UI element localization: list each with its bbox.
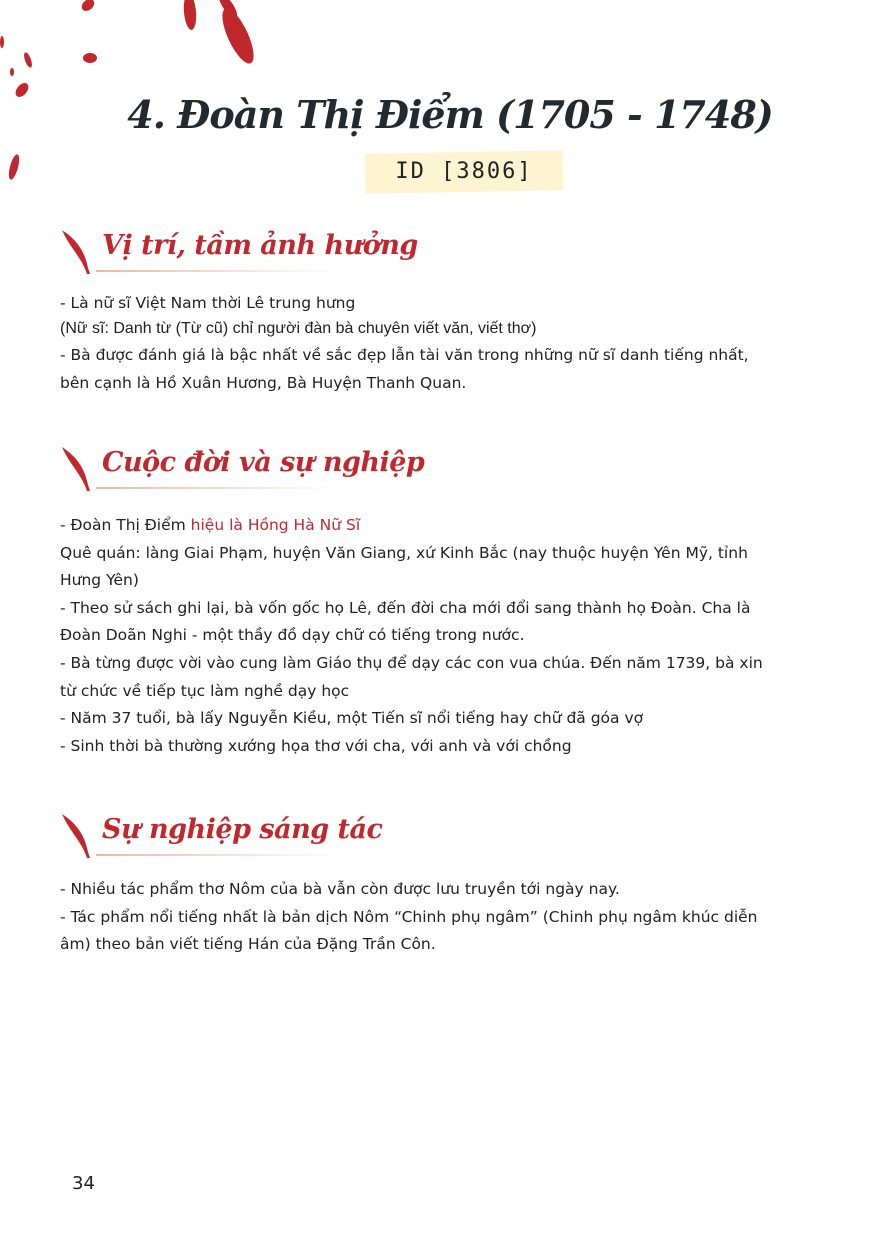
heading-underline — [96, 487, 336, 489]
section-life-career — [60, 445, 820, 760]
text-line: - Sinh thời bà thường xướng họa thơ với cha, với anh và với chồng — [60, 736, 572, 755]
text-line: bên cạnh là Hồ Xuân Hương, Bà Huyện Thanh Quan. — [60, 373, 467, 392]
section-heading: Cuộc đời và sự nghiệp — [102, 447, 425, 478]
text-line — [60, 512, 820, 540]
text-line: từ chức về tiếp tục làm nghề dạy học — [60, 681, 350, 700]
text-line: - Là nữ sĩ Việt Nam thời Lê trung hưng — [60, 294, 356, 312]
quill-icon — [60, 445, 96, 491]
section-position-influence — [60, 228, 820, 397]
text-line: - Bà từng được vời vào cung làm Giáo thụ để dạy các con vua chúa. Đến năm 1739, bà xin — [60, 653, 763, 672]
quill-icon — [60, 228, 96, 274]
highlighted-text: hiệu là Hồng Hà Nữ Sĩ — [190, 516, 361, 534]
id-label: ID [3806] — [395, 159, 533, 184]
text-line: - Bà được đánh giá là bậc nhất về sắc đẹp lẫn tài văn trong những nữ sĩ danh tiếng nhất, — [60, 346, 749, 365]
text-line: - Theo sử sách ghi lại, bà vốn gốc họ Lê, đến đời cha mới đổi sang thành họ Đoàn. Cha là — [60, 598, 751, 617]
quill-icon — [60, 812, 96, 858]
text-line: âm) theo bản viết tiếng Hán của Đặng Trần Côn. — [60, 935, 436, 954]
page-number: 34 — [72, 1173, 95, 1194]
text-prefix: - Đoàn Thị Điểm — [60, 516, 191, 534]
section-works — [60, 812, 820, 959]
section-heading: Vị trí, tầm ảnh hưởng — [102, 230, 418, 261]
page-title: 4. Đoàn Thị Điểm (1705 - 1748) — [127, 92, 773, 137]
section-heading: Sự nghiệp sáng tác — [102, 814, 383, 845]
text-line: Quê quán: làng Giai Phạm, huyện Văn Giang, xứ Kinh Bắc (nay thuộc huyện Yên Mỹ, tỉnh — [60, 543, 748, 562]
text-line: - Năm 37 tuổi, bà lấy Nguyễn Kiều, một Tiến sĩ nổi tiếng hay chữ đã góa vợ — [60, 709, 644, 728]
text-line: - Tác phẩm nổi tiếng nhất là bản dịch Nôm “Chinh phụ ngâm” (Chinh phụ ngâm khúc diễn — [60, 907, 758, 926]
text-line: (Nữ sĩ: Danh từ (Từ cũ) chỉ người đàn bà chuyên viết văn, viết thơ) — [60, 319, 537, 337]
text-line: Đoàn Doãn Nghi - một thầy đồ dạy chữ có tiếng trong nước. — [60, 626, 525, 645]
heading-underline — [96, 270, 336, 272]
text-line: Hưng Yên) — [60, 571, 139, 590]
text-line: - Nhiều tác phẩm thơ Nôm của bà vẫn còn được lưu truyền tới ngày nay. — [60, 880, 620, 898]
heading-underline — [96, 854, 336, 856]
